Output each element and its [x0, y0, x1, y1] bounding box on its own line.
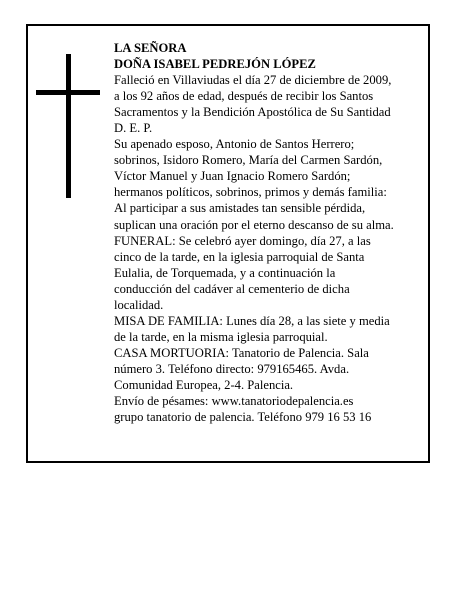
text-line: cinco de la tarde, en la iglesia parroquial de Santa	[114, 249, 365, 264]
obituary-notice	[26, 24, 430, 463]
text-line: Su apenado esposo, Antonio de Santos Herrero;	[114, 137, 355, 152]
cross-vertical-bar	[66, 54, 71, 198]
cross-horizontal-bar	[36, 90, 100, 95]
text-line: FUNERAL: Se celebró ayer domingo, día 27, a las	[114, 233, 371, 248]
text-line: Sacramentos y la Bendición Apostólica de Su Santidad	[114, 105, 391, 120]
text-line: a los 92 años de edad, después de recibir los Santos	[114, 89, 374, 104]
text-line: conducción del cadáver al cementerio de dicha	[114, 281, 350, 296]
notice-title: LA SEÑORA	[114, 41, 187, 55]
text-line: suplican una oración por el eterno descanso de su alma.	[114, 217, 394, 232]
latin-cross-icon	[36, 54, 100, 198]
text-line: sobrinos, Isidoro Romero, María del Carmen Sardón,	[114, 153, 383, 168]
text-line: Comunidad Europea, 2-4. Palencia.	[114, 377, 294, 392]
text-line: Eulalia, de Torquemada, y a continuación la	[114, 265, 336, 280]
text-line: Víctor Manuel y Juan Ignacio Romero Sardón;	[114, 169, 351, 184]
text-line: D. E. P.	[114, 121, 153, 136]
text-line: Al participar a sus amistades tan sensible pérdida,	[114, 201, 366, 216]
text-line: Falleció en Villaviudas el día 27 de diciembre de 2009,	[114, 73, 392, 88]
text-line: número 3. Teléfono directo: 979165465. Avda.	[114, 361, 350, 376]
text-line: hermanos políticos, sobrinos, primos y demás familia:	[114, 185, 387, 200]
deceased-name: DOÑA ISABEL PEDREJÓN LÓPEZ	[114, 57, 316, 72]
text-line: CASA MORTUORIA: Tanatorio de Palencia. Sala	[114, 345, 369, 360]
text-line: de la tarde, en la misma iglesia parroquial.	[114, 329, 328, 344]
text-line: MISA DE FAMILIA: Lunes día 28, a las siete y media	[114, 313, 390, 328]
text-line: Envío de pésames: www.tanatoriodepalencia.es	[114, 394, 354, 409]
obituary-text	[114, 40, 430, 425]
text-line: grupo tanatorio de palencia. Teléfono 979 16 53 16	[114, 410, 372, 425]
text-line: localidad.	[114, 297, 164, 312]
